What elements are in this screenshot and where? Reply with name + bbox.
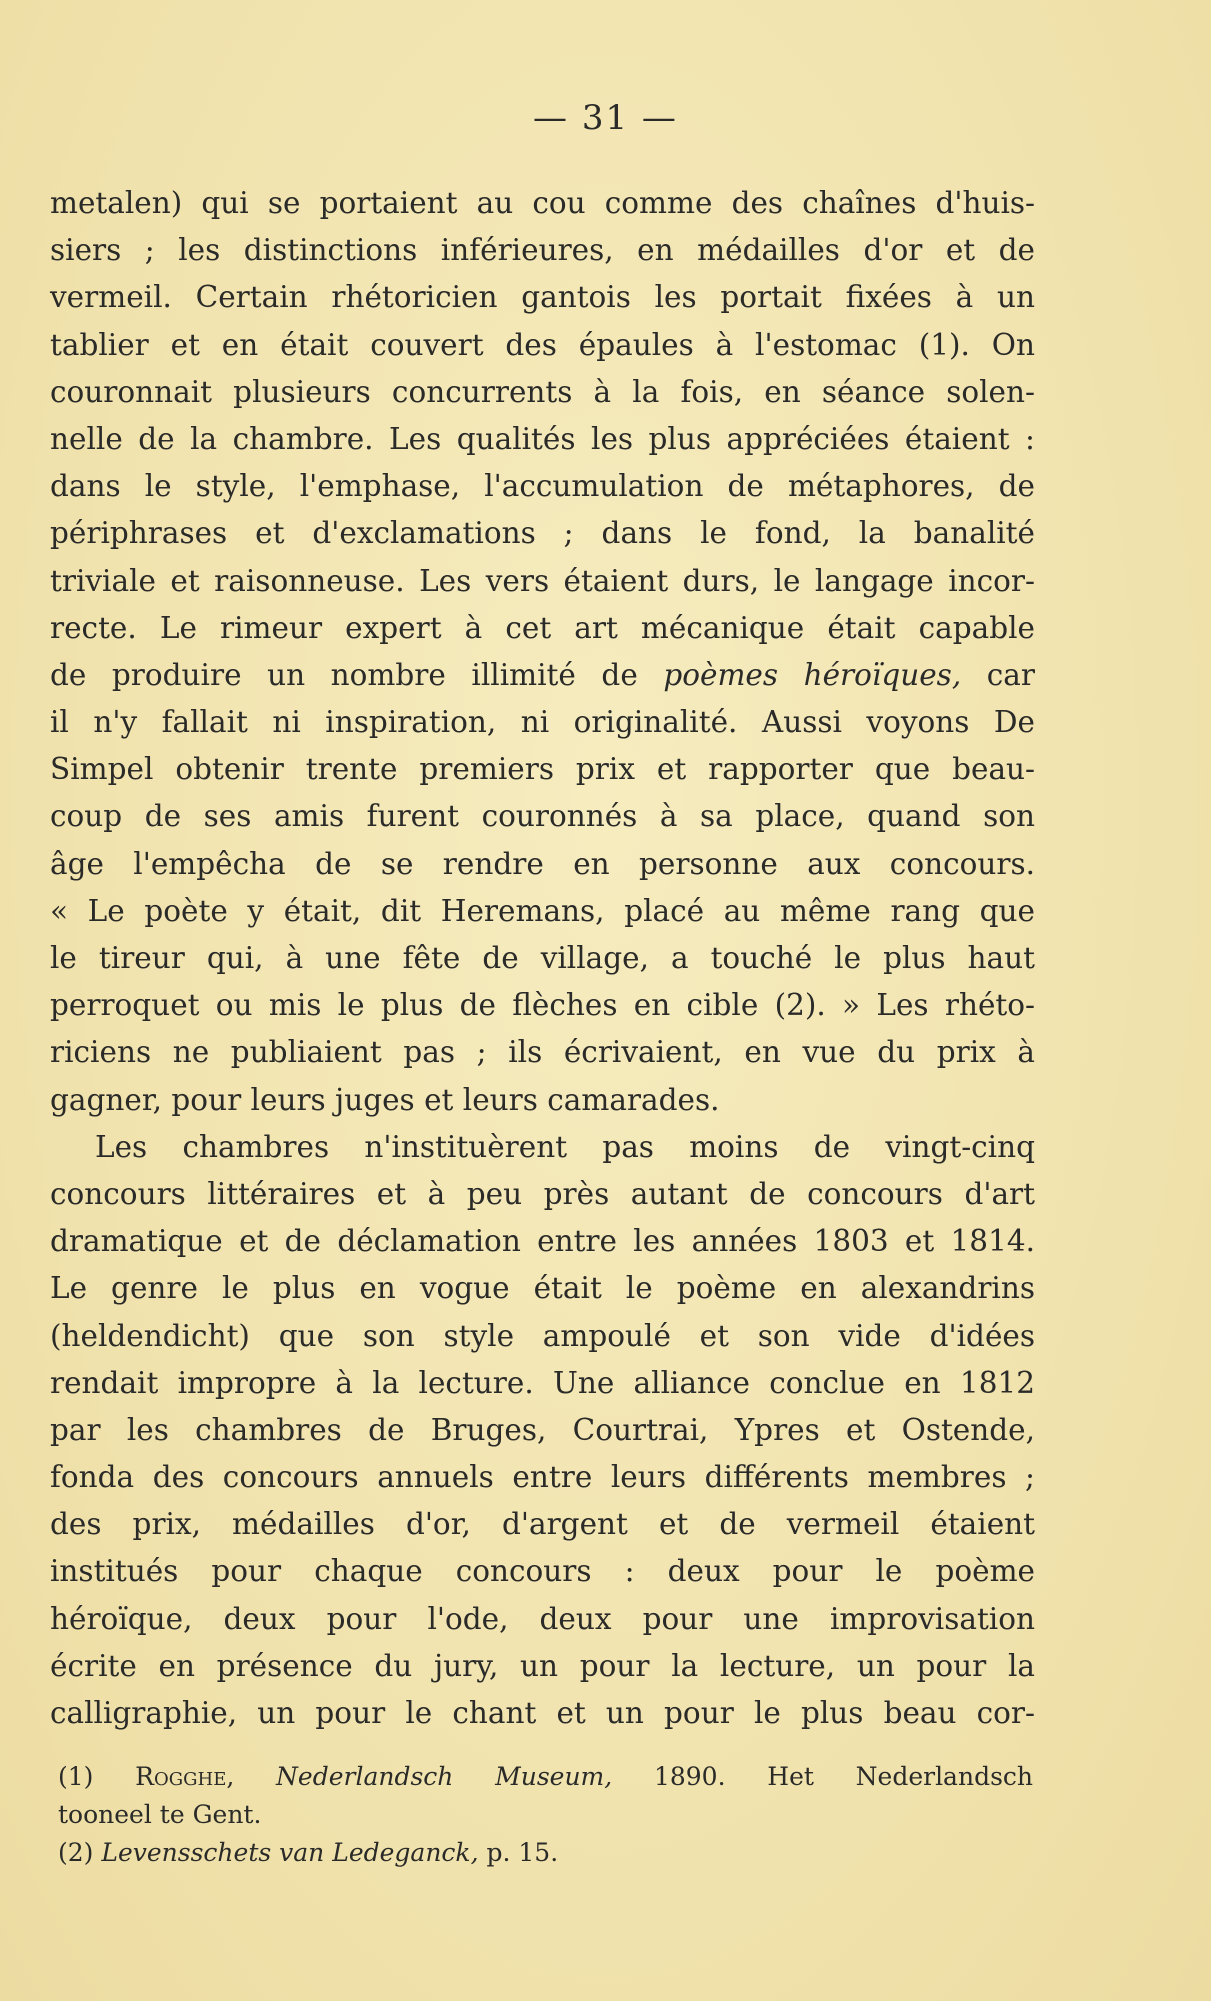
text-line: perroquet ou mis le plus de flèches en cible (2). » Les rhéto-: [50, 988, 1035, 1023]
text-line: (heldendicht) que son style ampoulé et son vide d'idées: [50, 1318, 1035, 1353]
text-segment: de produire un nombre illimité de: [50, 657, 664, 692]
text-line: siers ; les distinctions inférieures, en médailles d'or et de: [50, 233, 1035, 268]
text-line: des prix, médailles d'or, d'argent et de vermeil étaient: [50, 1507, 1035, 1542]
text-line: dramatique et de déclamation entre les années 1803 et 1814.: [50, 1224, 1035, 1259]
text-line: coup de ses amis furent couronnés à sa place, quand son: [50, 799, 1035, 834]
text-line: nelle de la chambre. Les qualités les plus appréciées étaient :: [50, 421, 1035, 456]
text-line: héroïque, deux pour l'ode, deux pour une improvisation: [50, 1601, 1035, 1636]
footnote-author: Rogghe,: [135, 1762, 235, 1791]
text-line: concours littéraires et à peu près autant de concours d'art: [50, 1176, 1035, 1211]
text-line: âge l'empêcha de se rendre en personne aux concours.: [50, 846, 1035, 881]
body-text: [50, 180, 1035, 1737]
text-line: riciens ne publiaient pas ; ils écrivaient, en vue du prix à: [50, 1035, 1035, 1070]
footnote-1-continuation: tooneel te Gent.: [58, 1800, 262, 1829]
text-line: par les chambres de Bruges, Courtrai, Ypres et Ostende,: [50, 1412, 1035, 1447]
text-line: triviale et raisonneuse. Les vers étaient durs, le langage incor-: [50, 563, 1035, 598]
text-line: Simpel obtenir trente premiers prix et rapporter que beau-: [50, 752, 1035, 787]
footnote-title: Levensschets van Ledeganck,: [101, 1838, 479, 1867]
text-line: Le genre le plus en vogue était le poème en alexandrins: [50, 1271, 1035, 1306]
text-line: vermeil. Certain rhétoricien gantois les portait fixées à un: [50, 280, 1035, 315]
footnote-text: 1890. Het Nederlandsch: [612, 1762, 1034, 1791]
text-line: couronnait plusieurs concurrents à la fois, en séance solen-: [50, 374, 1035, 409]
text-line-with-italic: [50, 652, 1035, 699]
footnote-text: p. 15.: [478, 1838, 559, 1867]
text-line: le tireur qui, à une fête de village, a touché le plus haut: [50, 941, 1035, 975]
footnote-marker: (1): [58, 1762, 136, 1791]
text-line: dans le style, l'emphase, l'accumulation de métaphores, de: [50, 469, 1035, 504]
text-line: écrite en présence du jury, un pour la lecture, un pour la: [50, 1648, 1035, 1683]
page-number: — 31 —: [533, 98, 678, 138]
text-line: il n'y fallait ni inspiration, ni originalité. Aussi voyons De: [50, 705, 1035, 740]
text-line: périphrases et d'exclamations ; dans le fond, la banalité: [50, 516, 1035, 551]
text-line: institués pour chaque concours : deux pour le poème: [50, 1554, 1035, 1589]
text-line: « Le poète y était, dit Heremans, placé au même rang que: [50, 893, 1035, 928]
text-line: Les chambres n'instituèrent pas moins de vingt-cinq: [95, 1129, 1035, 1164]
footnote-1: [58, 1758, 1033, 1796]
text-line: metalen) qui se portaient au cou comme des chaînes d'huis-: [50, 186, 1035, 220]
footnote-2: [58, 1834, 1033, 1872]
text-line: tablier et en était couvert des épaules à l'estomac (1). On: [50, 327, 1035, 362]
text-line: fonda des concours annuels entre leurs différents membres ;: [50, 1460, 1035, 1495]
footnotes: [58, 1758, 1033, 1872]
text-line: recte. Le rimeur expert à cet art mécanique était capable: [50, 610, 1035, 645]
text-line: calligraphie, un pour le chant et un pour le plus beau cor-: [50, 1696, 1035, 1730]
text-segment: car: [961, 657, 1035, 692]
text-line: rendait impropre à la lecture. Une alliance conclue en 1812: [50, 1365, 1035, 1400]
footnote-marker: (2): [58, 1838, 102, 1867]
italic-title: poèmes héroïques,: [663, 657, 962, 692]
footnote-title: Nederlandsch Museum,: [276, 1762, 613, 1791]
text-line: gagner, pour leurs juges et leurs camarades.: [50, 1082, 720, 1117]
